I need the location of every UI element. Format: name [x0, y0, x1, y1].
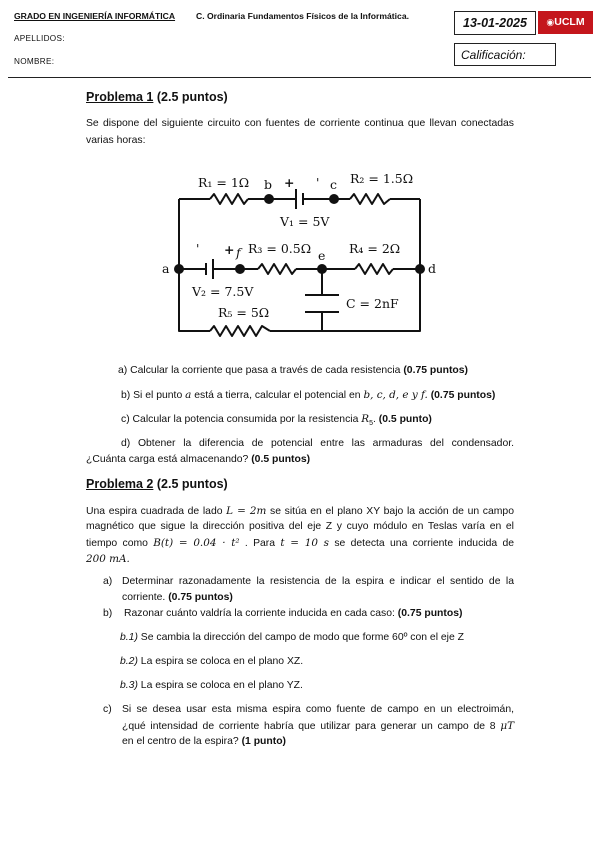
- p2-qc-label: c): [103, 704, 112, 715]
- problem1-intro: Se dispone del siguiente circuito con fuentes de corriente continua que llevan conectadas varias horas:: [86, 118, 514, 146]
- p2-qa-points: (0.75 puntos): [168, 592, 233, 603]
- label-node-e: e: [318, 248, 326, 263]
- problem2-points: (2.5 puntos): [156, 477, 228, 491]
- p2-qc-l2: [122, 718, 514, 736]
- p2-b2-text: La espira se coloca en el plano XZ.: [140, 656, 304, 667]
- v2-plus-sign: +: [224, 242, 235, 257]
- header-divider: [8, 77, 591, 78]
- p2-intro-l4: [86, 551, 130, 569]
- p1-question-b: [121, 387, 495, 405]
- p2-intro-l3m: B(t) = 0.04 · t²: [153, 537, 240, 549]
- p1-question-a: [118, 363, 468, 380]
- p1-qd-points: (0.5 puntos): [251, 454, 311, 465]
- p2-qc-l2-text: ¿qué intensidad de corriente habría que utilizar para generar un campo de 8: [122, 721, 501, 732]
- grade-box: [454, 43, 556, 66]
- p2-qc-l1: Si se desea usar esta misma espira como fuente de campo en un electroimán,: [122, 704, 514, 715]
- label-r1: R₁ = 1Ω: [198, 175, 250, 190]
- uclm-logo: ◉UCLM: [538, 11, 593, 34]
- problem1-points: (2.5 puntos): [156, 90, 228, 104]
- resistor-r3: [258, 264, 296, 274]
- p1-qb-text2: está a tierra, calcular el potencial en: [191, 390, 364, 401]
- label-node-c: c: [330, 177, 338, 192]
- p1-qb-a: a: [185, 389, 192, 401]
- p1-qc-points: (0.5 punto): [378, 414, 432, 425]
- p1-question-c: [121, 411, 432, 433]
- p1-qa-points: (0.75 puntos): [403, 365, 468, 376]
- p2-intro-l3m2: t = 10 s: [280, 537, 330, 549]
- p1-qc-sub: 5: [369, 420, 373, 428]
- p1-qb-list: b, c, d, e y f.: [363, 389, 428, 401]
- circuit-diagram: [150, 160, 450, 345]
- p2-qc-l3-text: en el centro de la espira?: [122, 736, 239, 747]
- problem1-title-text: Problema 1: [86, 90, 154, 104]
- problem2-title: [86, 477, 228, 491]
- node-d-dot: [415, 264, 425, 274]
- course-title: C. Ordinaria Fundamentos Físicos de la Informática.: [196, 11, 409, 21]
- v1-minus-sign: ': [316, 175, 320, 190]
- label-node-f: f: [236, 245, 241, 260]
- p2-b3-label: b.3): [120, 680, 138, 691]
- p2-intro-l3c: se detecta una corriente inducida de: [329, 538, 514, 549]
- nombre-label: NOMBRE:: [14, 57, 55, 66]
- p2-intro-l2: magnético que sigue la dirección positiva del eje Z y cuyo módulo en Teslas varía en el: [86, 521, 514, 532]
- label-r2: R₂ = 1.5Ω: [350, 171, 414, 186]
- p1-qd-text: ¿Cuánta carga está almacenando?: [86, 454, 249, 465]
- label-r5: R₅ = 5Ω: [218, 305, 270, 320]
- resistor-r5: [210, 326, 270, 336]
- resistor-r1: [210, 194, 248, 204]
- p2-qa-l2: [122, 590, 233, 607]
- p1-qc-r: R: [361, 413, 370, 425]
- exam-date: 13-01-2025: [454, 11, 536, 35]
- label-r3: R₃ = 0.5Ω: [248, 241, 312, 256]
- p1-qc-text: c) Calcular la potencia consumida por la resistencia: [121, 414, 362, 425]
- problem2-title-text: Problema 2: [86, 477, 154, 491]
- node-a-dot: [174, 264, 184, 274]
- p2-qb: [124, 606, 462, 623]
- p2-b1: [120, 630, 464, 647]
- p2-qb-text: Razonar cuánto valdría la corriente inducida en cada caso:: [124, 608, 395, 619]
- p2-intro-l1a: Una espira cuadrada de lado: [86, 506, 227, 517]
- p2-b3-text: La espira se coloca en el plano YZ.: [140, 680, 303, 691]
- p2-intro-l3a: tiempo como: [86, 538, 154, 549]
- p2-b3: [120, 678, 303, 695]
- label-node-d: d: [428, 261, 437, 276]
- p1-qb-points: (0.75 puntos): [430, 390, 496, 401]
- p1-qd-line1: d) Obtener la diferencia de potencial entre las armaduras del condensador.: [121, 438, 514, 449]
- logo-text: UCLM: [554, 16, 585, 28]
- p2-intro-l1b: se sitúa en el plano XY bajo la acción de un campo: [266, 506, 514, 517]
- node-e-dot: [317, 264, 327, 274]
- node-b-dot: [264, 194, 274, 204]
- p1-qb-text1: b) Si el punto: [121, 390, 186, 401]
- label-v1: V₁ = 5V: [280, 214, 330, 229]
- p1-qc-dot: .: [373, 414, 376, 425]
- p2-qc-points: (1 punto): [241, 736, 287, 747]
- grade-label: Calificación:: [461, 48, 526, 62]
- p1-qa-text: a) Calcular la corriente que pasa a través de cada resistencia: [118, 365, 401, 376]
- resistor-r2: [350, 194, 390, 204]
- p2-b1-label: b.1): [120, 632, 138, 643]
- p1-qd-line2: [86, 452, 310, 469]
- problem1-title: [86, 90, 228, 104]
- apellidos-label: APELLIDOS:: [14, 34, 65, 43]
- p2-intro-l3: [86, 535, 514, 553]
- p2-qc-l3: [122, 734, 286, 751]
- v2-minus-sign: ': [196, 241, 200, 256]
- label-node-b: b: [264, 177, 273, 192]
- p2-qa-l1: Determinar razonadamente la resistencia de la espira e indicar el sentido de la: [122, 576, 514, 587]
- label-node-a: a: [162, 261, 170, 276]
- degree-title: GRADO EN INGENIERÍA INFORMÁTICA: [14, 11, 176, 21]
- node-f-dot: [235, 264, 245, 274]
- p2-qc-l2-unit: μT: [500, 720, 514, 732]
- p2-qb-points: (0.75 puntos): [397, 608, 463, 619]
- p2-b2-label: b.2): [120, 656, 138, 667]
- p2-qb-label: b): [103, 608, 113, 619]
- label-r4: R₄ = 2Ω: [349, 241, 401, 256]
- node-c-dot: [329, 194, 339, 204]
- p2-qa-label: a): [103, 576, 113, 587]
- p2-b2: [120, 654, 303, 671]
- p2-intro-l1m: L = 2m: [226, 505, 267, 517]
- label-capacitor: C = 2nF: [346, 296, 399, 311]
- p2-intro-l3b: . Para: [239, 538, 281, 549]
- p2-b1-text: Se cambia la dirección del campo de modo que forme 60º con el eje Z: [140, 632, 464, 643]
- resistor-r4: [355, 264, 393, 274]
- p2-qa-l2-text: corriente.: [122, 592, 166, 603]
- v1-plus-sign: +: [284, 175, 295, 190]
- p2-intro-l4m: 200 mA.: [86, 553, 130, 565]
- label-v2: V₂ = 7.5V: [192, 284, 254, 299]
- p2-intro-l1: [86, 503, 514, 521]
